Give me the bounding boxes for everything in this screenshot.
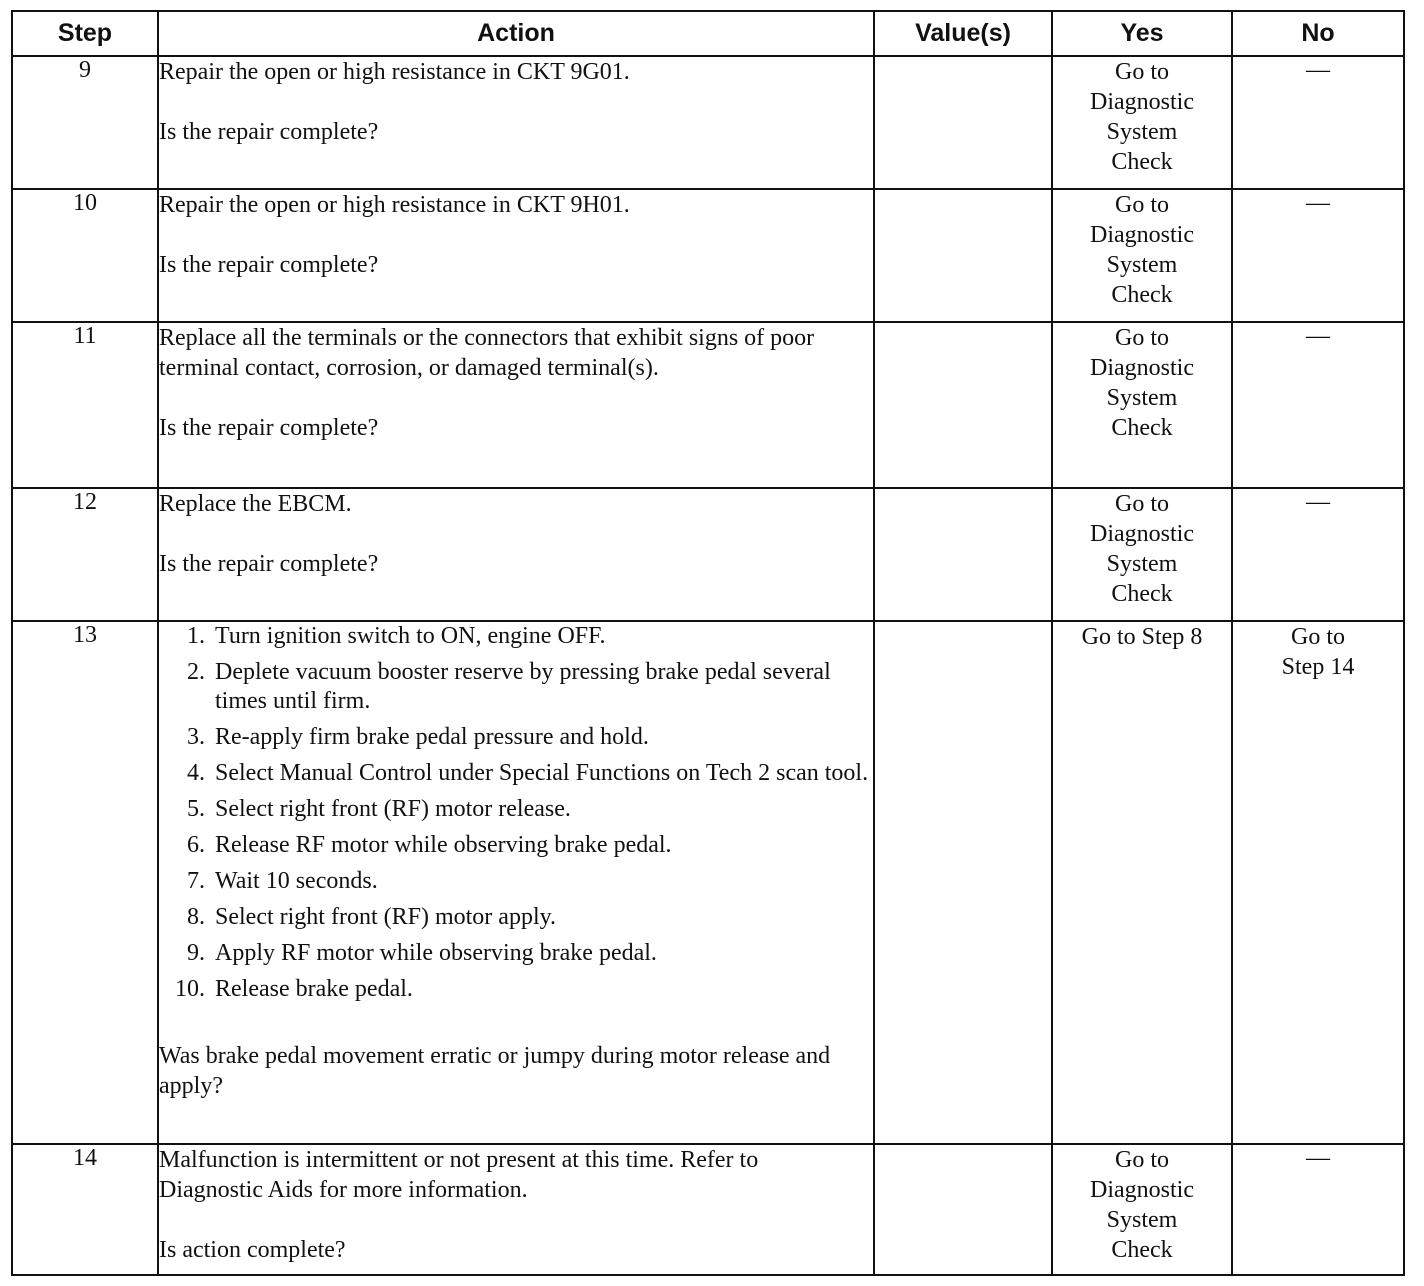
table-row-step-13 xyxy=(12,621,1404,1144)
header-yes: Yes xyxy=(1052,11,1232,56)
yes-line: Diagnostic xyxy=(1090,89,1194,115)
value-cell xyxy=(874,322,1052,488)
yes-cell xyxy=(1052,189,1232,322)
yes-line: Check xyxy=(1111,282,1173,308)
action-question: Is the repair complete? xyxy=(159,551,379,577)
yes-cell: Go to Step 8 xyxy=(1052,621,1232,1144)
table-row-step-10 xyxy=(12,189,1404,322)
action-question: Is the repair complete? xyxy=(159,415,379,441)
header-row xyxy=(12,11,1404,56)
no-cell: — xyxy=(1232,189,1404,322)
yes-line: Check xyxy=(1111,149,1173,175)
header-no: No xyxy=(1232,11,1404,56)
no-cell: — xyxy=(1232,322,1404,488)
list-item: 8. Select right front (RF) motor apply. xyxy=(211,903,873,932)
table-row-step-9 xyxy=(12,56,1404,189)
step-number: 10 xyxy=(12,189,158,322)
action-text: Malfunction is intermittent or not present at this time. Refer to Diagnostic Aids for more information. xyxy=(159,1147,759,1203)
yes-line: System xyxy=(1106,119,1178,145)
action-question: Is action complete? xyxy=(159,1237,346,1263)
step-number: 14 xyxy=(12,1144,158,1275)
list-item: 4. Select Manual Control under Special Functions on Tech 2 scan tool. xyxy=(211,759,873,788)
yes-line: Diagnostic xyxy=(1090,1177,1194,1203)
list-item: 1. Turn ignition switch to ON, engine OFF. xyxy=(211,622,873,651)
header-values: Value(s) xyxy=(874,11,1052,56)
list-item: 7. Wait 10 seconds. xyxy=(211,867,873,896)
action-text: Replace all the terminals or the connectors that exhibit signs of poor terminal contact, corrosion, or damaged terminal(s). xyxy=(159,325,815,381)
yes-line: Go to xyxy=(1115,325,1169,351)
action-cell xyxy=(158,1144,874,1275)
no-line: Step 14 xyxy=(1281,654,1355,680)
yes-line: Go to xyxy=(1115,192,1169,218)
yes-cell xyxy=(1052,322,1232,488)
header-step: Step xyxy=(12,11,158,56)
list-item: 2. Deplete vacuum booster reserve by pressing brake pedal several times until firm. xyxy=(211,658,873,716)
value-cell xyxy=(874,189,1052,322)
list-item: 6. Release RF motor while observing brake pedal. xyxy=(211,831,873,860)
yes-line: System xyxy=(1106,385,1178,411)
action-cell xyxy=(158,488,874,621)
list-item: 10. Release brake pedal. xyxy=(211,975,873,1004)
no-cell: — xyxy=(1232,1144,1404,1275)
list-item: 5. Select right front (RF) motor release. xyxy=(211,795,873,824)
action-question: Is the repair complete? xyxy=(159,252,379,278)
yes-line: Check xyxy=(1111,1237,1173,1263)
yes-line: Diagnostic xyxy=(1090,355,1194,381)
yes-line: Go to xyxy=(1115,491,1169,517)
value-cell xyxy=(874,488,1052,621)
action-cell xyxy=(158,322,874,488)
yes-cell xyxy=(1052,56,1232,189)
yes-cell xyxy=(1052,488,1232,621)
step-number: 9 xyxy=(12,56,158,189)
procedure-list xyxy=(159,622,873,1004)
action-question: Is the repair complete? xyxy=(159,119,379,145)
step-number: 11 xyxy=(12,322,158,488)
list-item: 9. Apply RF motor while observing brake pedal. xyxy=(211,939,873,968)
action-cell xyxy=(158,621,874,1144)
value-cell xyxy=(874,56,1052,189)
header-action: Action xyxy=(158,11,874,56)
no-line: Go to xyxy=(1291,624,1345,650)
yes-line: Go to xyxy=(1115,1147,1169,1173)
yes-line: Check xyxy=(1111,415,1173,441)
diagnostic-table xyxy=(11,10,1405,1276)
no-cell: — xyxy=(1232,488,1404,621)
step-number: 12 xyxy=(12,488,158,621)
table-row-step-14 xyxy=(12,1144,1404,1275)
action-cell xyxy=(158,56,874,189)
no-cell xyxy=(1232,621,1404,1144)
yes-line: Diagnostic xyxy=(1090,222,1194,248)
action-question: Was brake pedal movement erratic or jumpy during motor release and apply? xyxy=(159,1043,831,1099)
action-text: Repair the open or high resistance in CKT 9H01. xyxy=(159,192,630,218)
table-row-step-11 xyxy=(12,322,1404,488)
no-cell: — xyxy=(1232,56,1404,189)
action-cell xyxy=(158,189,874,322)
action-text: Repair the open or high resistance in CKT 9G01. xyxy=(159,59,630,85)
value-cell xyxy=(874,621,1052,1144)
list-item: 3. Re-apply firm brake pedal pressure and hold. xyxy=(211,723,873,752)
action-text: Replace the EBCM. xyxy=(159,491,352,517)
yes-cell xyxy=(1052,1144,1232,1275)
yes-line: System xyxy=(1106,252,1178,278)
value-cell xyxy=(874,1144,1052,1275)
step-number: 13 xyxy=(12,621,158,1144)
yes-line: System xyxy=(1106,551,1178,577)
yes-line: Diagnostic xyxy=(1090,521,1194,547)
yes-line: System xyxy=(1106,1207,1178,1233)
table-row-step-12 xyxy=(12,488,1404,621)
yes-line: Check xyxy=(1111,581,1173,607)
yes-line: Go to xyxy=(1115,59,1169,85)
